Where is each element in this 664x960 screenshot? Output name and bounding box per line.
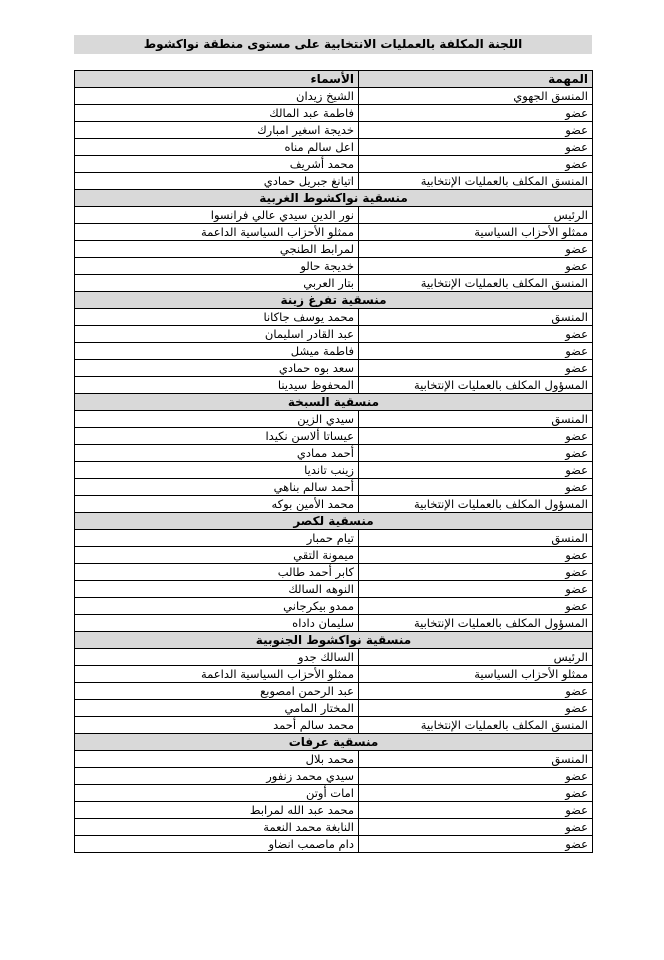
name-cell: السالك جدو [75,649,359,666]
name-cell: زينب تانديا [75,462,359,479]
section-header-row [75,513,593,530]
table-row [75,241,593,258]
name-cell: عبد القادر اسليمان [75,326,359,343]
name-cell: نور الدين سيدي عالي فرانسوا [75,207,359,224]
table-row [75,445,593,462]
name-cell: المختار المامي [75,700,359,717]
name-cell: محمد أشريف [75,156,359,173]
section-header-row [75,292,593,309]
section-header-row [75,632,593,649]
header-role: المهمة [359,71,593,88]
table-row [75,122,593,139]
role-cell: المنسق [359,751,593,768]
table-row [75,717,593,734]
table-row [75,360,593,377]
table-row [75,428,593,445]
section-title: منسقية نواكشوط الغربية [75,190,593,207]
table-row [75,207,593,224]
table-row [75,258,593,275]
role-cell: المنسق المكلف بالعمليات الإنتخابية [359,173,593,190]
role-cell: عضو [359,326,593,343]
role-cell: عضو [359,836,593,853]
role-cell: عضو [359,428,593,445]
role-cell: المنسق المكلف بالعمليات الإنتخابية [359,275,593,292]
name-cell: سعد بوه حمادي [75,360,359,377]
name-cell: محمد بلال [75,751,359,768]
role-cell: ممثلو الأحزاب السياسية [359,666,593,683]
table-row [75,564,593,581]
role-cell: المنسق [359,411,593,428]
role-cell: الرئيس [359,207,593,224]
name-cell: محمد الأمين بوكه [75,496,359,513]
section-title: منسقية تفرغ زينة [75,292,593,309]
name-cell: المحفوظ سيدينا [75,377,359,394]
role-cell: عضو [359,581,593,598]
name-cell: دام ماصمب انضاو [75,836,359,853]
role-cell: المنسق المكلف بالعمليات الإنتخابية [359,717,593,734]
name-cell: ممدو بيكرجاني [75,598,359,615]
role-cell: الرئيس [359,649,593,666]
header-name: الأسماء [75,71,359,88]
name-cell: لمرابط الطنجي [75,241,359,258]
role-cell: المسؤول المكلف بالعمليات الإنتخابية [359,615,593,632]
section-title: منسقية لكصر [75,513,593,530]
table-row [75,326,593,343]
table-row [75,700,593,717]
role-cell: عضو [359,768,593,785]
role-cell: المنسق [359,530,593,547]
table-row [75,581,593,598]
name-cell: النوهه السالك [75,581,359,598]
document-title: اللجنة المكلفة بالعمليات الانتخابية على مستوى منطقة نواكشوط [74,35,592,54]
table-row [75,156,593,173]
table-row [75,666,593,683]
name-cell: عيساتا ألاسن نكيدا [75,428,359,445]
name-cell: سليمان داداه [75,615,359,632]
name-cell: اعل سالم مناه [75,139,359,156]
table-row [75,768,593,785]
role-cell: عضو [359,343,593,360]
role-cell: ممثلو الأحزاب السياسية [359,224,593,241]
section-header-row [75,394,593,411]
table-row [75,496,593,513]
name-cell: فاطمة ميشل [75,343,359,360]
table-row [75,819,593,836]
name-cell: ممثلو الأحزاب السياسية الداعمة [75,666,359,683]
role-cell: عضو [359,564,593,581]
name-cell: أحمد ممادي [75,445,359,462]
table-row [75,343,593,360]
table-row [75,462,593,479]
table-body [75,88,593,853]
name-cell: النابغة محمد النعمة [75,819,359,836]
table-row [75,649,593,666]
name-cell: بتار العربي [75,275,359,292]
table-row [75,88,593,105]
role-cell: المسؤول المكلف بالعمليات الإنتخابية [359,377,593,394]
table-row [75,615,593,632]
role-cell: عضو [359,258,593,275]
name-cell: سيدي الزين [75,411,359,428]
table-row [75,275,593,292]
table-row [75,309,593,326]
role-cell: عضو [359,462,593,479]
name-cell: محمد يوسف جاكانا [75,309,359,326]
table-row [75,173,593,190]
role-cell: المسؤول المكلف بالعمليات الإنتخابية [359,496,593,513]
name-cell: سيدي محمد زنفور [75,768,359,785]
section-title: منسقية السبخة [75,394,593,411]
section-header-row [75,190,593,207]
section-title: منسقية نواكشوط الجنوبية [75,632,593,649]
table-row [75,547,593,564]
name-cell: ممثلو الأحزاب السياسية الداعمة [75,224,359,241]
table-row [75,785,593,802]
role-cell: عضو [359,479,593,496]
name-cell: امات أوتن [75,785,359,802]
role-cell: عضو [359,156,593,173]
role-cell: عضو [359,360,593,377]
table-row [75,598,593,615]
table-row [75,530,593,547]
role-cell: عضو [359,241,593,258]
name-cell: كابر أحمد طالب [75,564,359,581]
role-cell: المنسق الجهوي [359,88,593,105]
committee-table [74,70,593,853]
role-cell: عضو [359,802,593,819]
role-cell: عضو [359,598,593,615]
table-row [75,377,593,394]
section-header-row [75,734,593,751]
role-cell: عضو [359,547,593,564]
table-row [75,105,593,122]
name-cell: فاطمة عبد المالك [75,105,359,122]
name-cell: ميمونة التقي [75,547,359,564]
name-cell: تيام حمبار [75,530,359,547]
role-cell: عضو [359,445,593,462]
name-cell: خديجة حالو [75,258,359,275]
table-row [75,802,593,819]
section-title: منسقية عرفات [75,734,593,751]
role-cell: عضو [359,122,593,139]
role-cell: عضو [359,139,593,156]
role-cell: عضو [359,105,593,122]
name-cell: الشيخ زيدان [75,88,359,105]
name-cell: عبد الرحمن امصوبع [75,683,359,700]
table-row [75,411,593,428]
table-row [75,479,593,496]
role-cell: عضو [359,819,593,836]
name-cell: محمد عبد الله لمرابط [75,802,359,819]
role-cell: عضو [359,683,593,700]
table-row [75,224,593,241]
table-row [75,139,593,156]
role-cell: عضو [359,700,593,717]
table-header-row [75,71,593,88]
name-cell: محمد سالم أحمد [75,717,359,734]
name-cell: خديجة اسغير امبارك [75,122,359,139]
role-cell: عضو [359,785,593,802]
table-row [75,751,593,768]
name-cell: اتيانغ جبريل حمادي [75,173,359,190]
table-row [75,836,593,853]
table-row [75,683,593,700]
name-cell: أحمد سالم بناهي [75,479,359,496]
role-cell: المنسق [359,309,593,326]
